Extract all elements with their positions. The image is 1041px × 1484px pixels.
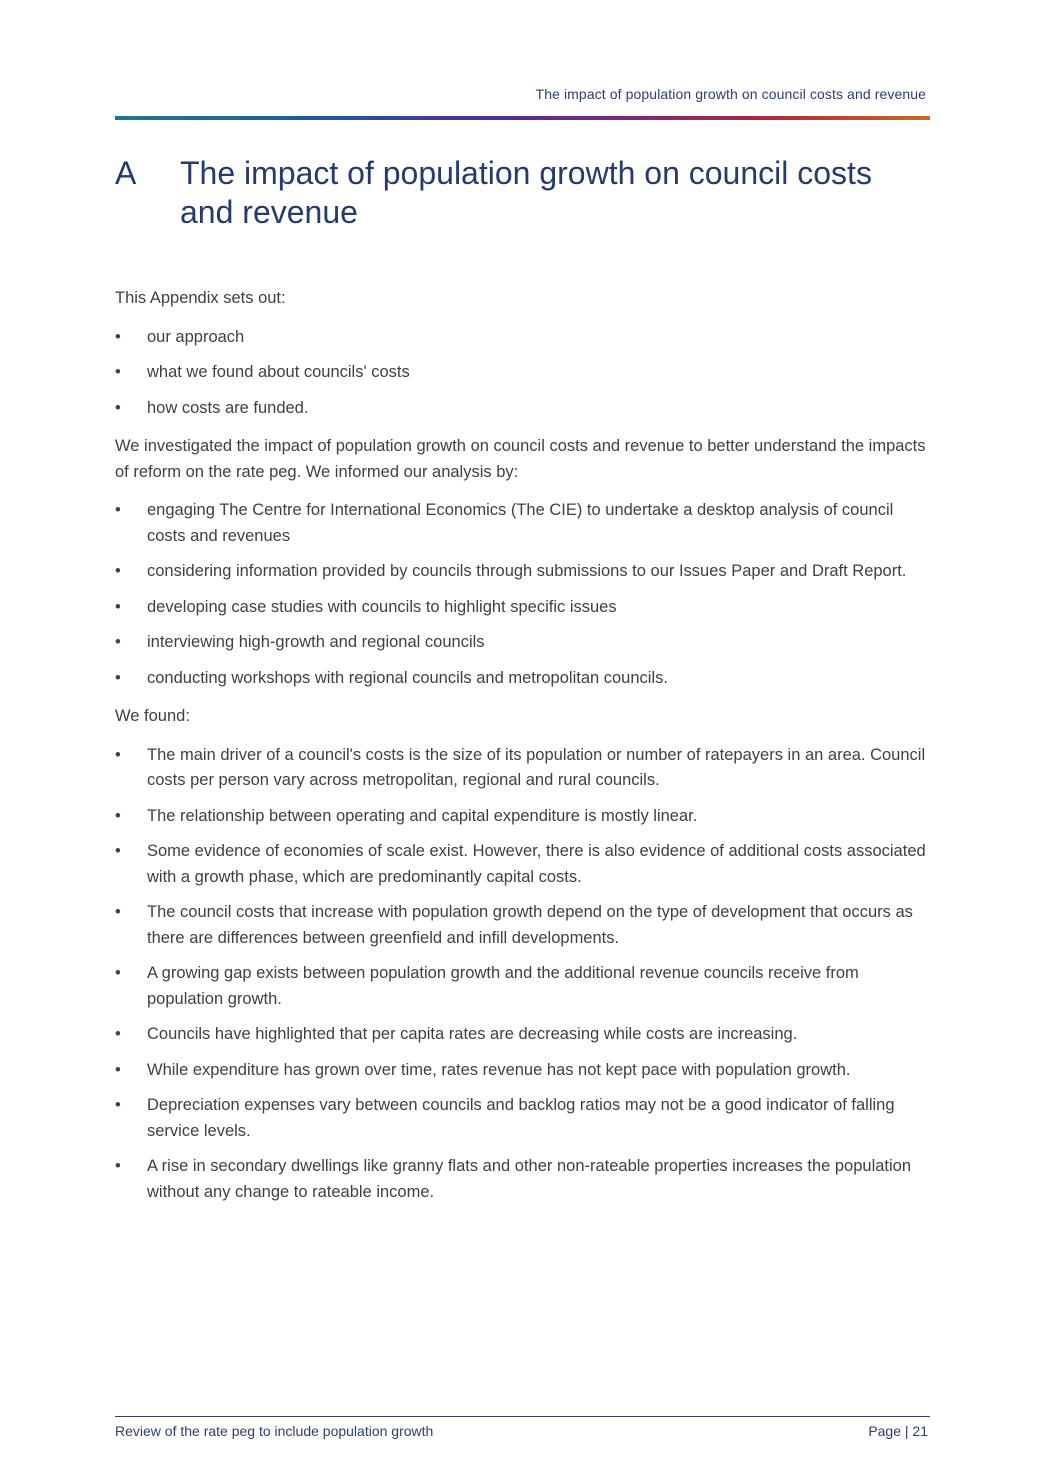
intro-paragraph: This Appendix sets out:: [115, 289, 286, 307]
footer-rule: [115, 1416, 930, 1417]
list-item-text: what we found about councils' costs: [147, 363, 410, 381]
header-gradient-rule: [115, 116, 930, 120]
bullet-icon: •: [115, 633, 121, 651]
list-item: [115, 743, 930, 794]
list-item-text: While expenditure has grown over time, rates revenue has not kept pace with population growth.: [147, 1060, 851, 1079]
list-item: [115, 900, 930, 951]
list-item: [115, 666, 930, 692]
body-content: [115, 286, 930, 1218]
investigation-paragraph: We investigated the impact of population growth on council costs and revenue to better understand the impacts of reform on the rate peg. We informed our analysis by:: [115, 437, 926, 481]
bullet-icon: •: [115, 398, 121, 417]
footer-page-number: Page | 21: [868, 1423, 928, 1439]
list-item: [115, 1154, 930, 1205]
intro-bullet-list: [115, 325, 930, 422]
list-item: [115, 1093, 930, 1144]
bullet-icon: •: [115, 1025, 121, 1043]
list-item-text: our approach: [147, 327, 245, 346]
bullet-icon: •: [115, 363, 121, 381]
list-item: [115, 804, 930, 830]
footer-document-title: Review of the rate peg to include population growth: [115, 1423, 434, 1439]
list-item-text: The council costs that increase with population growth depend on the type of development that occurs as there are differences between greenfield and infill developments.: [147, 903, 913, 947]
list-item-text: The main driver of a council's costs is the size of its population or number of ratepayers in an area. Council costs per person vary across metropolitan, regional and rural councils.: [147, 745, 926, 789]
list-item: [115, 1058, 930, 1084]
list-item-text: considering information provided by councils through submissions to our Issues Paper and Draft Report.: [147, 562, 907, 580]
bullet-icon: •: [115, 1157, 121, 1175]
list-item: [115, 1022, 930, 1048]
list-item: [115, 498, 930, 549]
bullet-icon: •: [115, 964, 121, 982]
appendix-letter: A: [115, 155, 137, 191]
list-item-text: conducting workshops with regional councils and metropolitan councils.: [147, 668, 668, 687]
list-item-text: Some evidence of economies of scale exist. However, there is also evidence of additional costs associated with a growth phase, which are predominantly capital costs.: [147, 842, 926, 886]
appendix-title: The impact of population growth on council costs and revenue: [180, 155, 872, 230]
bullet-icon: •: [115, 597, 121, 616]
bullet-icon: •: [115, 806, 121, 825]
list-item-text: Councils have highlighted that per capita rates are decreasing while costs are increasing.: [147, 1025, 798, 1043]
findings-bullet-list: [115, 743, 930, 1206]
bullet-icon: •: [115, 745, 121, 764]
list-item: [115, 839, 930, 890]
list-item-text: developing case studies with councils to highlight specific issues: [147, 597, 617, 616]
bullet-icon: •: [115, 842, 121, 860]
list-item-text: how costs are funded.: [147, 398, 309, 417]
list-item-text: The relationship between operating and capital expenditure is mostly linear.: [147, 806, 698, 825]
analysis-bullet-list: [115, 498, 930, 691]
list-item-text: Depreciation expenses vary between councils and backlog ratios may not be a good indicator of falling service levels.: [147, 1096, 895, 1140]
list-item-text: A rise in secondary dwellings like granny flats and other non-rateable properties increases the population without any change to rateable income.: [147, 1157, 912, 1201]
bullet-icon: •: [115, 903, 121, 921]
running-header: The impact of population growth on council costs and revenue: [535, 86, 926, 102]
list-item: [115, 595, 930, 621]
list-item: [115, 630, 930, 656]
found-paragraph: We found:: [115, 707, 190, 725]
list-item: [115, 559, 930, 585]
bullet-icon: •: [115, 1060, 121, 1079]
list-item: [115, 360, 930, 386]
list-item-text: engaging The Centre for International Economics (The CIE) to undertake a desktop analysis of council costs and revenues: [147, 501, 894, 545]
list-item-text: A growing gap exists between population growth and the additional revenue councils receive from population growth.: [147, 964, 859, 1008]
bullet-icon: •: [115, 501, 121, 519]
bullet-icon: •: [115, 562, 121, 580]
list-item: [115, 396, 930, 422]
bullet-icon: •: [115, 668, 121, 687]
list-item: [115, 325, 930, 351]
appendix-heading: [115, 154, 930, 232]
bullet-icon: •: [115, 327, 121, 346]
list-item-text: interviewing high-growth and regional councils: [147, 633, 485, 651]
bullet-icon: •: [115, 1096, 121, 1114]
list-item: [115, 961, 930, 1012]
